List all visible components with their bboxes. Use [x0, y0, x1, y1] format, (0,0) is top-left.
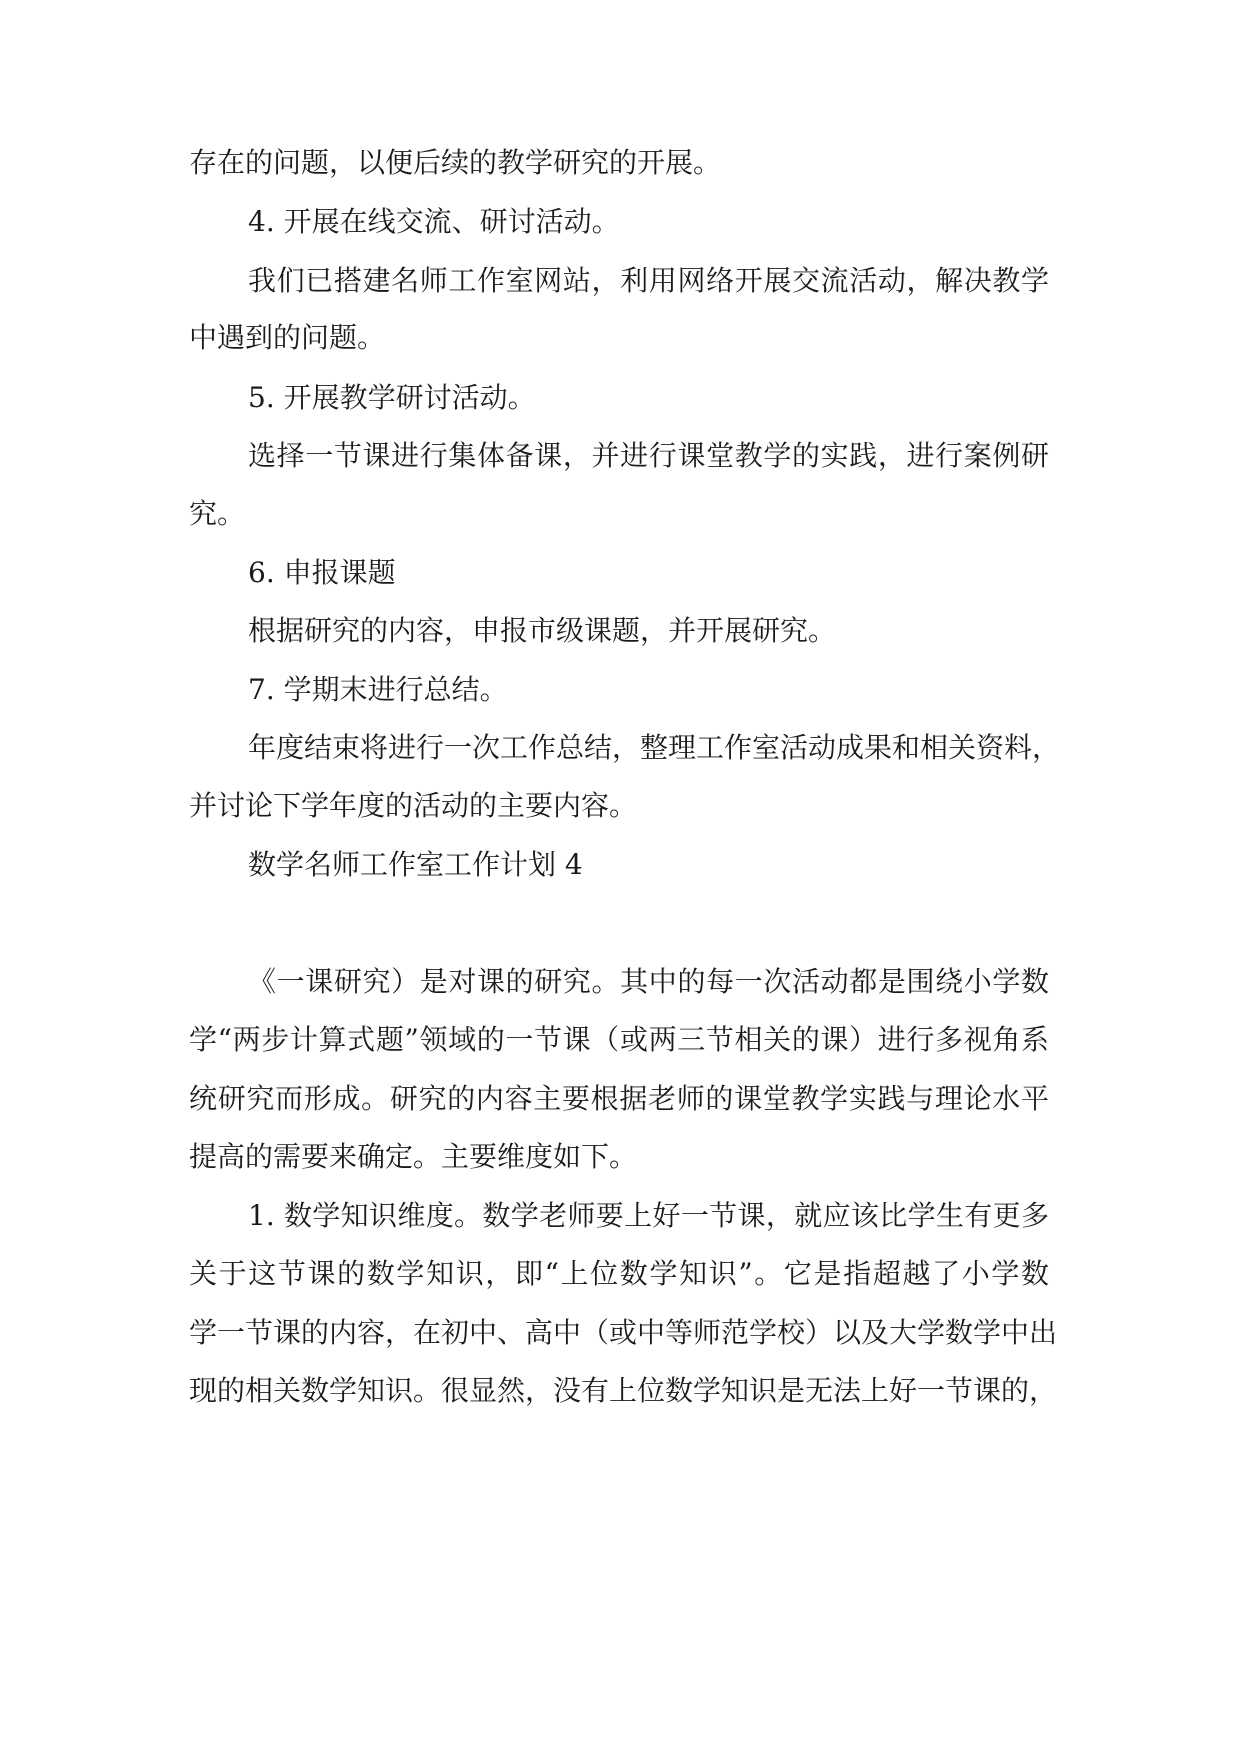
text-line: 学“两步计算式题”领域的一节课（或两三节相关的课）进行多视角系	[189, 1023, 1049, 1056]
text-line: 究。	[189, 497, 246, 530]
text-line: 选择一节课进行集体备课，并进行课堂教学的实践，进行案例研	[248, 439, 1049, 472]
text-line: 中遇到的问题。	[189, 321, 386, 354]
text-line: 《一课研究）是对课的研究。其中的每一次活动都是围绕小学数	[248, 965, 1049, 998]
text-line: 并讨论下学年度的活动的主要内容。	[189, 789, 638, 822]
text-line: 根据研究的内容，申报市级课题，并开展研究。	[248, 614, 837, 647]
list-heading: 4. 开展在线交流、研讨活动。	[248, 205, 620, 238]
list-heading: 7. 学期末进行总结。	[248, 673, 508, 706]
text-line: 我们已搭建名师工作室网站，利用网络开展交流活动，解决教学	[248, 264, 1049, 297]
text-line: 年度结束将进行一次工作总结，整理工作室活动成果和相关资料，	[248, 731, 1061, 764]
section-title: 数学名师工作室工作计划 4	[248, 848, 583, 881]
text-line: 1. 数学知识维度。数学老师要上好一节课，就应该比学生有更多	[248, 1199, 1049, 1232]
text-line: 存在的问题，以便后续的教学研究的开展。	[189, 146, 722, 179]
text-line: 关于这节课的数学知识，即“上位数学知识”。它是指超越了小学数	[189, 1257, 1049, 1290]
text-line: 现的相关数学知识。很显然，没有上位数学知识是无法上好一节课的，	[189, 1374, 1058, 1407]
list-heading: 5. 开展教学研讨活动。	[248, 381, 536, 414]
list-heading: 6. 申报课题	[248, 556, 396, 589]
text-line: 提高的需要来确定。主要维度如下。	[189, 1140, 638, 1173]
text-line: 学一节课的内容，在初中、高中（或中等师范学校）以及大学数学中出	[189, 1316, 1058, 1349]
text-line: 统研究而形成。研究的内容主要根据老师的课堂教学实践与理论水平	[189, 1082, 1049, 1115]
